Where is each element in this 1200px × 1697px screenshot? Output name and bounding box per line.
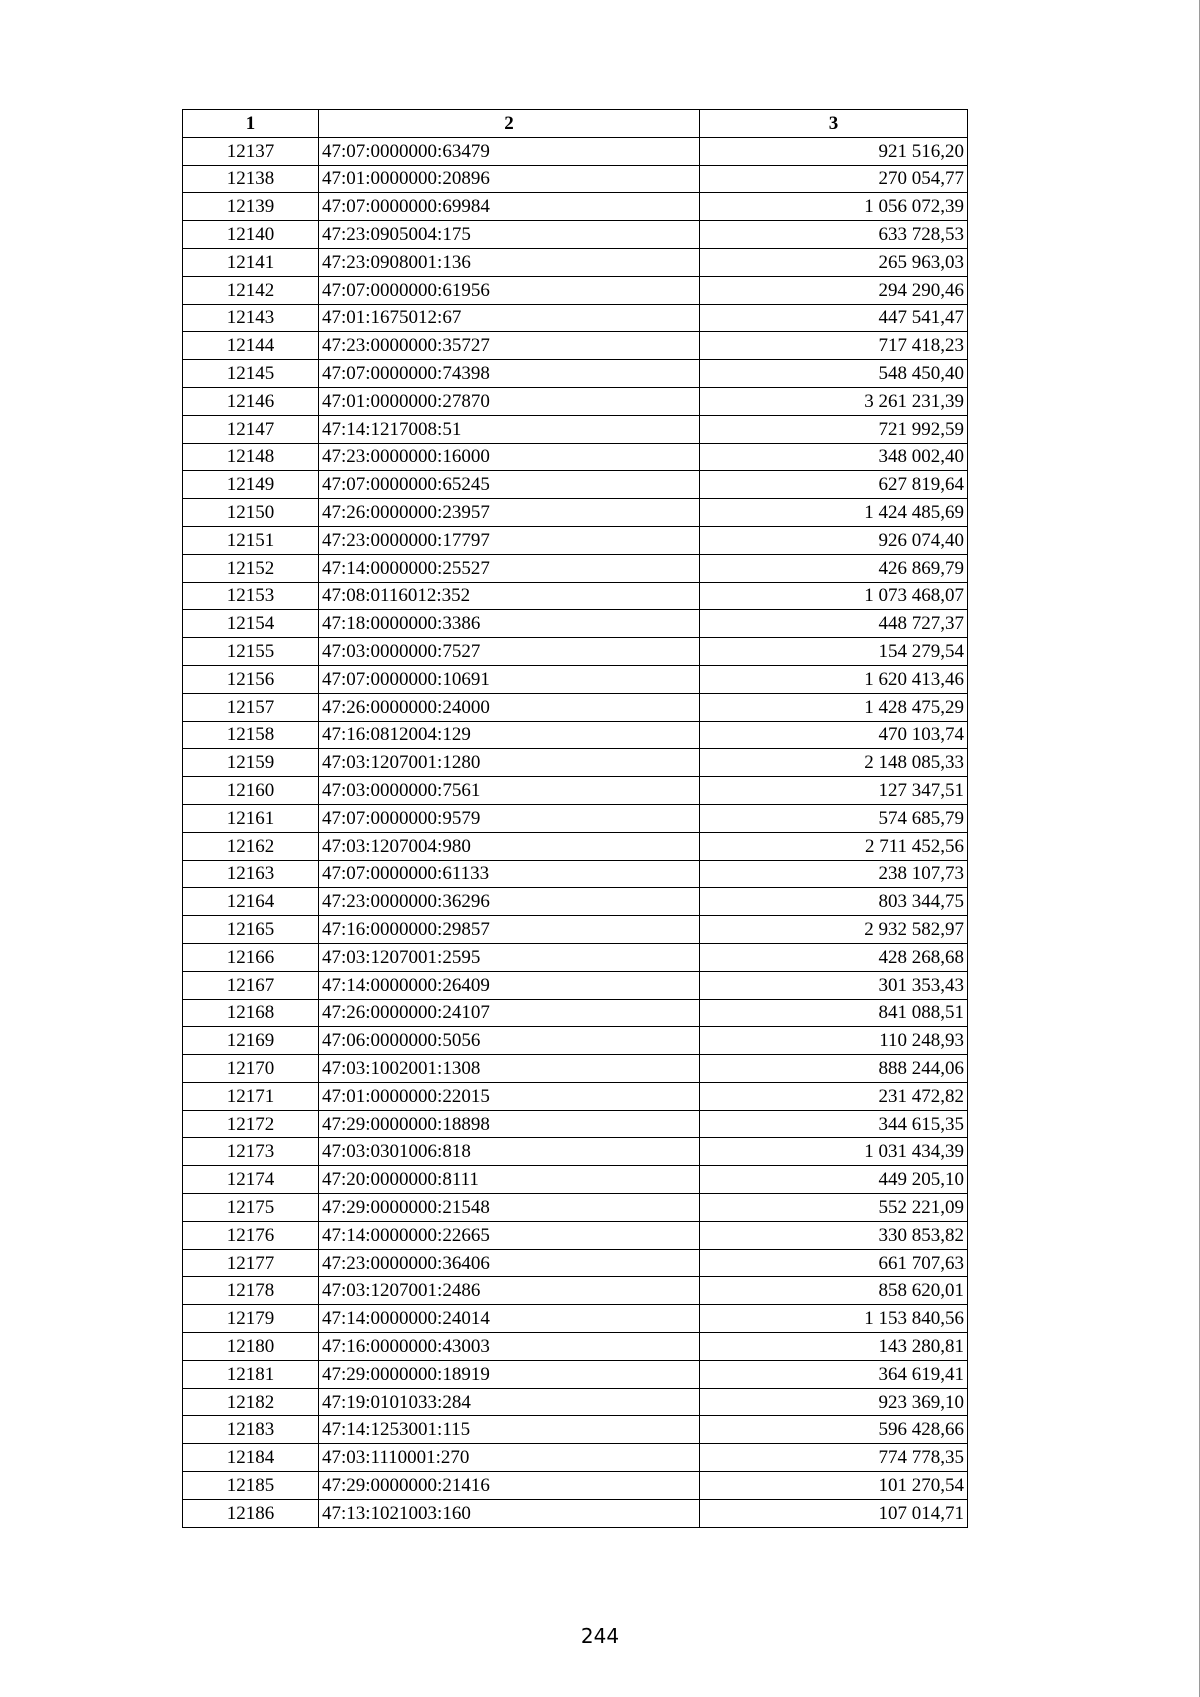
row-number-cell: 12155 <box>183 638 319 666</box>
value-cell: 344 615,35 <box>700 1110 968 1138</box>
page-number: 244 <box>580 1624 620 1648</box>
table-row <box>183 1055 968 1083</box>
value-cell: 265 963,03 <box>700 248 968 276</box>
cadastral-number-cell: 47:01:1675012:67 <box>319 304 700 332</box>
cadastral-number-cell: 47:14:0000000:24014 <box>319 1305 700 1333</box>
table-row <box>183 582 968 610</box>
table-row <box>183 832 968 860</box>
value-cell: 107 014,71 <box>700 1499 968 1527</box>
cadastral-number-cell: 47:01:0000000:22015 <box>319 1082 700 1110</box>
table-row <box>183 1388 968 1416</box>
table-row <box>183 1444 968 1472</box>
cadastral-number-cell: 47:07:0000000:10691 <box>319 665 700 693</box>
row-number-cell: 12176 <box>183 1221 319 1249</box>
value-cell: 127 347,51 <box>700 777 968 805</box>
value-cell: 330 853,82 <box>700 1221 968 1249</box>
value-cell: 154 279,54 <box>700 638 968 666</box>
value-cell: 548 450,40 <box>700 360 968 388</box>
header-row <box>183 110 968 138</box>
table-row <box>183 526 968 554</box>
row-number-cell: 12151 <box>183 526 319 554</box>
row-number-cell: 12147 <box>183 415 319 443</box>
row-number-cell: 12156 <box>183 665 319 693</box>
row-number-cell: 12153 <box>183 582 319 610</box>
value-cell: 101 270,54 <box>700 1472 968 1500</box>
cadastral-number-cell: 47:29:0000000:21416 <box>319 1472 700 1500</box>
table-row <box>183 749 968 777</box>
cadastral-number-cell: 47:07:0000000:69984 <box>319 193 700 221</box>
value-cell: 661 707,63 <box>700 1249 968 1277</box>
value-cell: 238 107,73 <box>700 860 968 888</box>
table-row <box>183 888 968 916</box>
value-cell: 1 073 468,07 <box>700 582 968 610</box>
value-cell: 364 619,41 <box>700 1360 968 1388</box>
table-row <box>183 1277 968 1305</box>
row-number-cell: 12164 <box>183 888 319 916</box>
row-number-cell: 12178 <box>183 1277 319 1305</box>
cadastral-number-cell: 47:03:0000000:7527 <box>319 638 700 666</box>
cadastral-number-cell: 47:03:1207001:2595 <box>319 943 700 971</box>
table-row <box>183 1027 968 1055</box>
row-number-cell: 12160 <box>183 777 319 805</box>
table-header <box>183 110 968 138</box>
value-cell: 294 290,46 <box>700 276 968 304</box>
cadastral-number-cell: 47:26:0000000:23957 <box>319 499 700 527</box>
data-table <box>182 109 968 1528</box>
table-row <box>183 137 968 165</box>
table-row <box>183 1194 968 1222</box>
row-number-cell: 12185 <box>183 1472 319 1500</box>
value-cell: 470 103,74 <box>700 721 968 749</box>
table-row <box>183 387 968 415</box>
row-number-cell: 12182 <box>183 1388 319 1416</box>
row-number-cell: 12168 <box>183 999 319 1027</box>
row-number-cell: 12150 <box>183 499 319 527</box>
cadastral-number-cell: 47:16:0812004:129 <box>319 721 700 749</box>
row-number-cell: 12163 <box>183 860 319 888</box>
cadastral-number-cell: 47:23:0905004:175 <box>319 221 700 249</box>
value-cell: 428 268,68 <box>700 943 968 971</box>
value-cell: 574 685,79 <box>700 804 968 832</box>
cadastral-number-cell: 47:16:0000000:29857 <box>319 916 700 944</box>
table-row <box>183 1333 968 1361</box>
cadastral-number-cell: 47:14:0000000:25527 <box>319 554 700 582</box>
value-cell: 774 778,35 <box>700 1444 968 1472</box>
cadastral-number-cell: 47:23:0000000:36296 <box>319 888 700 916</box>
table-row <box>183 499 968 527</box>
value-cell: 1 424 485,69 <box>700 499 968 527</box>
value-cell: 449 205,10 <box>700 1166 968 1194</box>
value-cell: 143 280,81 <box>700 1333 968 1361</box>
value-cell: 231 472,82 <box>700 1082 968 1110</box>
row-number-cell: 12148 <box>183 443 319 471</box>
table-row <box>183 999 968 1027</box>
row-number-cell: 12162 <box>183 832 319 860</box>
table-row <box>183 610 968 638</box>
row-number-cell: 12143 <box>183 304 319 332</box>
row-number-cell: 12154 <box>183 610 319 638</box>
row-number-cell: 12184 <box>183 1444 319 1472</box>
row-number-cell: 12183 <box>183 1416 319 1444</box>
value-cell: 803 344,75 <box>700 888 968 916</box>
cadastral-number-cell: 47:14:0000000:26409 <box>319 971 700 999</box>
table-row <box>183 221 968 249</box>
row-number-cell: 12146 <box>183 387 319 415</box>
cadastral-number-cell: 47:07:0000000:9579 <box>319 804 700 832</box>
row-number-cell: 12141 <box>183 248 319 276</box>
table-row <box>183 1110 968 1138</box>
cadastral-number-cell: 47:29:0000000:18898 <box>319 1110 700 1138</box>
cadastral-number-cell: 47:07:0000000:61133 <box>319 860 700 888</box>
cadastral-number-cell: 47:03:1110001:270 <box>319 1444 700 1472</box>
table-row <box>183 943 968 971</box>
row-number-cell: 12170 <box>183 1055 319 1083</box>
row-number-cell: 12138 <box>183 165 319 193</box>
value-cell: 301 353,43 <box>700 971 968 999</box>
table-row <box>183 276 968 304</box>
row-number-cell: 12167 <box>183 971 319 999</box>
value-cell: 858 620,01 <box>700 1277 968 1305</box>
table-row <box>183 1416 968 1444</box>
cadastral-number-cell: 47:23:0000000:17797 <box>319 526 700 554</box>
table-row <box>183 1138 968 1166</box>
row-number-cell: 12180 <box>183 1333 319 1361</box>
row-number-cell: 12149 <box>183 471 319 499</box>
cadastral-number-cell: 47:03:1207004:980 <box>319 832 700 860</box>
row-number-cell: 12172 <box>183 1110 319 1138</box>
table-row <box>183 693 968 721</box>
cadastral-number-cell: 47:26:0000000:24107 <box>319 999 700 1027</box>
cadastral-number-cell: 47:23:0000000:16000 <box>319 443 700 471</box>
value-cell: 926 074,40 <box>700 526 968 554</box>
row-number-cell: 12158 <box>183 721 319 749</box>
row-number-cell: 12157 <box>183 693 319 721</box>
cadastral-number-cell: 47:14:0000000:22665 <box>319 1221 700 1249</box>
value-cell: 633 728,53 <box>700 221 968 249</box>
cadastral-number-cell: 47:20:0000000:8111 <box>319 1166 700 1194</box>
value-cell: 1 153 840,56 <box>700 1305 968 1333</box>
table-row <box>183 804 968 832</box>
row-number-cell: 12159 <box>183 749 319 777</box>
table-row <box>183 665 968 693</box>
cadastral-number-cell: 47:13:1021003:160 <box>319 1499 700 1527</box>
row-number-cell: 12161 <box>183 804 319 832</box>
value-cell: 841 088,51 <box>700 999 968 1027</box>
table-row <box>183 443 968 471</box>
table-row <box>183 165 968 193</box>
value-cell: 270 054,77 <box>700 165 968 193</box>
table-body <box>183 137 968 1527</box>
value-cell: 2 148 085,33 <box>700 749 968 777</box>
table-row <box>183 1166 968 1194</box>
row-number-cell: 12186 <box>183 1499 319 1527</box>
row-number-cell: 12173 <box>183 1138 319 1166</box>
table-row <box>183 248 968 276</box>
row-number-cell: 12140 <box>183 221 319 249</box>
table-row <box>183 1499 968 1527</box>
cadastral-number-cell: 47:03:1207001:2486 <box>319 1277 700 1305</box>
value-cell: 921 516,20 <box>700 137 968 165</box>
cadastral-number-cell: 47:23:0000000:36406 <box>319 1249 700 1277</box>
value-cell: 448 727,37 <box>700 610 968 638</box>
cadastral-number-cell: 47:03:1002001:1308 <box>319 1055 700 1083</box>
table-row <box>183 971 968 999</box>
row-number-cell: 12145 <box>183 360 319 388</box>
table-row <box>183 721 968 749</box>
cadastral-number-cell: 47:03:1207001:1280 <box>319 749 700 777</box>
row-number-cell: 12179 <box>183 1305 319 1333</box>
table-row <box>183 554 968 582</box>
cadastral-number-cell: 47:03:0301006:818 <box>319 1138 700 1166</box>
table-row <box>183 777 968 805</box>
cadastral-number-cell: 47:07:0000000:61956 <box>319 276 700 304</box>
row-number-cell: 12139 <box>183 193 319 221</box>
table-row <box>183 916 968 944</box>
cadastral-number-cell: 47:07:0000000:74398 <box>319 360 700 388</box>
cadastral-number-cell: 47:16:0000000:43003 <box>319 1333 700 1361</box>
value-cell: 1 620 413,46 <box>700 665 968 693</box>
table-row <box>183 304 968 332</box>
cadastral-number-cell: 47:19:0101033:284 <box>319 1388 700 1416</box>
table-row <box>183 1360 968 1388</box>
value-cell: 888 244,06 <box>700 1055 968 1083</box>
row-number-cell: 12165 <box>183 916 319 944</box>
cadastral-number-cell: 47:06:0000000:5056 <box>319 1027 700 1055</box>
value-cell: 447 541,47 <box>700 304 968 332</box>
value-cell: 552 221,09 <box>700 1194 968 1222</box>
header-cell-col2: 2 <box>319 110 700 138</box>
cadastral-number-cell: 47:23:0000000:35727 <box>319 332 700 360</box>
row-number-cell: 12175 <box>183 1194 319 1222</box>
table-row <box>183 193 968 221</box>
table-row <box>183 1221 968 1249</box>
value-cell: 923 369,10 <box>700 1388 968 1416</box>
row-number-cell: 12169 <box>183 1027 319 1055</box>
cadastral-number-cell: 47:03:0000000:7561 <box>319 777 700 805</box>
value-cell: 2 711 452,56 <box>700 832 968 860</box>
value-cell: 2 932 582,97 <box>700 916 968 944</box>
table-row <box>183 638 968 666</box>
row-number-cell: 12166 <box>183 943 319 971</box>
value-cell: 110 248,93 <box>700 1027 968 1055</box>
cadastral-number-cell: 47:14:1253001:115 <box>319 1416 700 1444</box>
table-row <box>183 415 968 443</box>
value-cell: 426 869,79 <box>700 554 968 582</box>
table-row <box>183 1472 968 1500</box>
value-cell: 1 428 475,29 <box>700 693 968 721</box>
value-cell: 627 819,64 <box>700 471 968 499</box>
cadastral-number-cell: 47:07:0000000:65245 <box>319 471 700 499</box>
row-number-cell: 12181 <box>183 1360 319 1388</box>
cadastral-number-cell: 47:23:0908001:136 <box>319 248 700 276</box>
value-cell: 3 261 231,39 <box>700 387 968 415</box>
row-number-cell: 12137 <box>183 137 319 165</box>
row-number-cell: 12174 <box>183 1166 319 1194</box>
table-row <box>183 471 968 499</box>
table-row <box>183 1249 968 1277</box>
cadastral-number-cell: 47:01:0000000:20896 <box>319 165 700 193</box>
value-cell: 1 031 434,39 <box>700 1138 968 1166</box>
cadastral-number-cell: 47:29:0000000:18919 <box>319 1360 700 1388</box>
cadastral-number-cell: 47:07:0000000:63479 <box>319 137 700 165</box>
value-cell: 1 056 072,39 <box>700 193 968 221</box>
row-number-cell: 12171 <box>183 1082 319 1110</box>
table-row <box>183 332 968 360</box>
cadastral-number-cell: 47:18:0000000:3386 <box>319 610 700 638</box>
value-cell: 717 418,23 <box>700 332 968 360</box>
table-row <box>183 1082 968 1110</box>
value-cell: 348 002,40 <box>700 443 968 471</box>
row-number-cell: 12152 <box>183 554 319 582</box>
table-row <box>183 860 968 888</box>
row-number-cell: 12144 <box>183 332 319 360</box>
row-number-cell: 12142 <box>183 276 319 304</box>
cadastral-number-cell: 47:01:0000000:27870 <box>319 387 700 415</box>
cadastral-number-cell: 47:14:1217008:51 <box>319 415 700 443</box>
row-number-cell: 12177 <box>183 1249 319 1277</box>
header-cell-col1: 1 <box>183 110 319 138</box>
header-cell-col3: 3 <box>700 110 968 138</box>
value-cell: 596 428,66 <box>700 1416 968 1444</box>
table-row <box>183 360 968 388</box>
table-row <box>183 1305 968 1333</box>
cadastral-number-cell: 47:29:0000000:21548 <box>319 1194 700 1222</box>
cadastral-number-cell: 47:08:0116012:352 <box>319 582 700 610</box>
value-cell: 721 992,59 <box>700 415 968 443</box>
cadastral-number-cell: 47:26:0000000:24000 <box>319 693 700 721</box>
